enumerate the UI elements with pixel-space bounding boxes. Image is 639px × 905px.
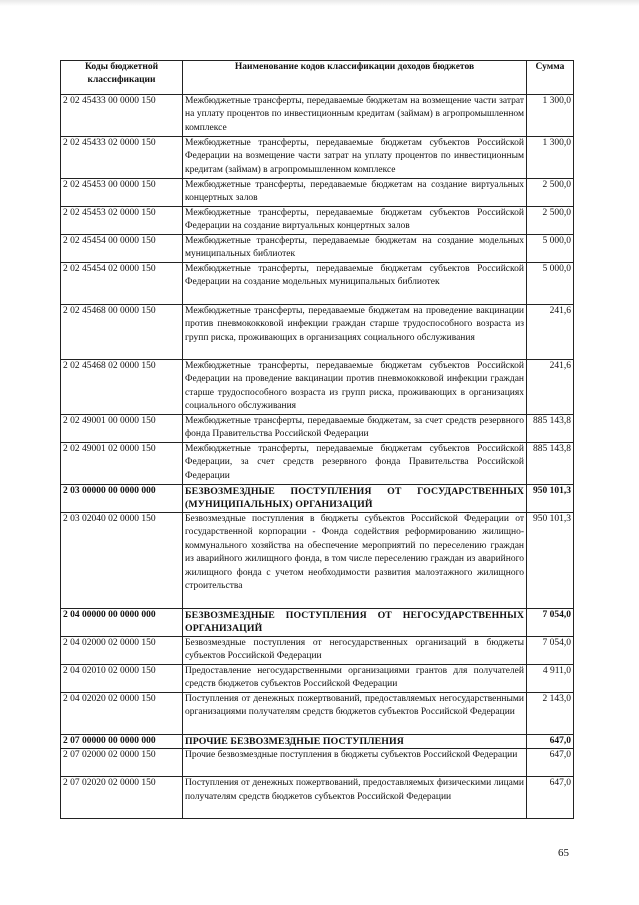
- table-row: [61, 207, 574, 235]
- table-row: [61, 665, 574, 693]
- cell-name: Поступления от денежных пожертвований, предоставляемых негосударственными организациями получателям средств бюджетов субъектов Российской Федерации: [183, 693, 527, 735]
- cell-code: 2 02 45468 00 0000 150: [61, 305, 183, 360]
- cell-name: БЕЗВОЗМЕЗДНЫЕ ПОСТУПЛЕНИЯ ОТ ГОСУДАРСТВЕННЫХ (МУНИЦИПАЛЬНЫХ) ОРГАНИЗАЦИЙ: [183, 485, 527, 513]
- cell-sum: 2 500,0: [527, 207, 574, 235]
- table-row: [61, 179, 574, 207]
- table-row: [61, 360, 574, 415]
- cell-sum: 950 101,3: [527, 513, 574, 609]
- cell-name: Межбюджетные трансферты, передаваемые бюджетам на создание модельных муниципальных библиотек: [183, 235, 527, 263]
- cell-name: Прочие безвозмездные поступления в бюджеты субъектов Российской Федерации: [183, 749, 527, 777]
- cell-sum: 885 143,8: [527, 415, 574, 443]
- table-row: [61, 235, 574, 263]
- table-row: [61, 513, 574, 609]
- cell-name: Межбюджетные трансферты, передаваемые бюджетам, за счет средств резервного фонда Правительства Российской Федерации: [183, 415, 527, 443]
- cell-code: 2 02 49001 00 0000 150: [61, 415, 183, 443]
- cell-name: ПРОЧИЕ БЕЗВОЗМЕЗДНЫЕ ПОСТУПЛЕНИЯ: [183, 735, 527, 749]
- header-sum: Сумма: [527, 61, 574, 95]
- table-row: [61, 637, 574, 665]
- table-section-row: [61, 735, 574, 749]
- cell-sum: 7 054,0: [527, 609, 574, 637]
- cell-sum: 1 300,0: [527, 95, 574, 137]
- table-section-row: [61, 609, 574, 637]
- cell-name: Межбюджетные трансферты, передаваемые бюджетам на создание виртуальных концертных залов: [183, 179, 527, 207]
- cell-code: 2 04 02010 02 0000 150: [61, 665, 183, 693]
- table-row: [61, 693, 574, 735]
- cell-name: Межбюджетные трансферты, передаваемые бюджетам на возмещение части затрат на уплату процентов по инвестиционным кредитам (займам) в агропромышленном комплексе: [183, 95, 527, 137]
- cell-sum: 241,6: [527, 360, 574, 415]
- cell-code: 2 07 02020 02 0000 150: [61, 777, 183, 819]
- table-row: [61, 95, 574, 137]
- cell-name: БЕЗВОЗМЕЗДНЫЕ ПОСТУПЛЕНИЯ ОТ НЕГОСУДАРСТВЕННЫХ ОРГАНИЗАЦИЙ: [183, 609, 527, 637]
- cell-sum: 4 911,0: [527, 665, 574, 693]
- cell-name: Поступления от денежных пожертвований, предоставляемых физическими лицами получателям средств бюджетов субъектов Российской Федерации: [183, 777, 527, 819]
- cell-code: 2 07 02000 02 0000 150: [61, 749, 183, 777]
- cell-name: Предоставление негосударственными организациями грантов для получателей средств бюджетов субъектов Российской Федерации: [183, 665, 527, 693]
- cell-name: Межбюджетные трансферты, передаваемые бюджетам субъектов Российской Федерации на создание виртуальных концертных залов: [183, 207, 527, 235]
- table-header-row: [61, 61, 574, 95]
- cell-sum: 885 143,8: [527, 443, 574, 485]
- cell-code: 2 02 45453 00 0000 150: [61, 179, 183, 207]
- cell-name: Межбюджетные трансферты, передаваемые бюджетам на проведение вакцинации против пневмококковой инфекции граждан старше трудоспособного возраста из групп риска, проживающих в организациях социального обслуживания: [183, 305, 527, 360]
- header-name: Наименование кодов классификации доходов бюджетов: [183, 61, 527, 95]
- cell-code: 2 04 02000 02 0000 150: [61, 637, 183, 665]
- cell-sum: 647,0: [527, 735, 574, 749]
- table-section-row: [61, 485, 574, 513]
- cell-code: 2 02 49001 02 0000 150: [61, 443, 183, 485]
- cell-sum: 2 500,0: [527, 179, 574, 207]
- cell-name: Межбюджетные трансферты, передаваемые бюджетам субъектов Российской Федерации на создание модельных муниципальных библиотек: [183, 263, 527, 305]
- cell-code: 2 02 45433 00 0000 150: [61, 95, 183, 137]
- cell-sum: 7 054,0: [527, 637, 574, 665]
- cell-sum: 241,6: [527, 305, 574, 360]
- scan-top-edge: [0, 0, 639, 6]
- cell-code: 2 02 45468 02 0000 150: [61, 360, 183, 415]
- table-row: [61, 777, 574, 819]
- cell-name: Безвозмездные поступления в бюджеты субъектов Российской Федерации от государственной корпорации - Фонда содействия реформированию жилищно-коммунального хозяйства на обеспечение мероприятий по переселению граждан из аварийного жилищного фонда, в том числе переселению граждан из аварийного жилищного фонда с учетом необходимости развития малоэтажного жилищного строительства: [183, 513, 527, 609]
- table-row: [61, 305, 574, 360]
- page-number: 65: [558, 847, 569, 859]
- table-row: [61, 415, 574, 443]
- table-row: [61, 137, 574, 179]
- cell-code: 2 02 45454 02 0000 150: [61, 263, 183, 305]
- cell-code: 2 02 45453 02 0000 150: [61, 207, 183, 235]
- cell-code: 2 03 02040 02 0000 150: [61, 513, 183, 609]
- cell-sum: 5 000,0: [527, 263, 574, 305]
- cell-code: 2 04 02020 02 0000 150: [61, 693, 183, 735]
- table-body: [61, 95, 574, 819]
- cell-sum: 1 300,0: [527, 137, 574, 179]
- cell-sum: 5 000,0: [527, 235, 574, 263]
- cell-name: Безвозмездные поступления от негосударственных организаций в бюджеты субъектов Российской Федерации: [183, 637, 527, 665]
- table-row: [61, 443, 574, 485]
- cell-code: 2 04 00000 00 0000 000: [61, 609, 183, 637]
- table-row: [61, 263, 574, 305]
- cell-code: 2 03 00000 00 0000 000: [61, 485, 183, 513]
- cell-code: 2 02 45454 00 0000 150: [61, 235, 183, 263]
- cell-code: 2 07 00000 00 0000 000: [61, 735, 183, 749]
- cell-sum: 647,0: [527, 749, 574, 777]
- header-code: Коды бюджетной классификации: [61, 61, 183, 95]
- cell-name: Межбюджетные трансферты, передаваемые бюджетам субъектов Российской Федерации на возмещение части затрат на уплату процентов по инвестиционным кредитам (займам) в агропромышленном комплексе: [183, 137, 527, 179]
- cell-sum: 2 143,0: [527, 693, 574, 735]
- table-row: [61, 749, 574, 777]
- cell-sum: 950 101,3: [527, 485, 574, 513]
- cell-code: 2 02 45433 02 0000 150: [61, 137, 183, 179]
- cell-name: Межбюджетные трансферты, передаваемые бюджетам субъектов Российской Федерации, за счет средств резервного фонда Правительства Российской Федерации: [183, 443, 527, 485]
- cell-sum: 647,0: [527, 777, 574, 819]
- cell-name: Межбюджетные трансферты, передаваемые бюджетам субъектов Российской Федерации на проведение вакцинации против пневмококковой инфекции граждан старше трудоспособного возраста из групп риска, проживающих в организациях социального обслуживания: [183, 360, 527, 415]
- budget-revenue-table: [60, 60, 574, 819]
